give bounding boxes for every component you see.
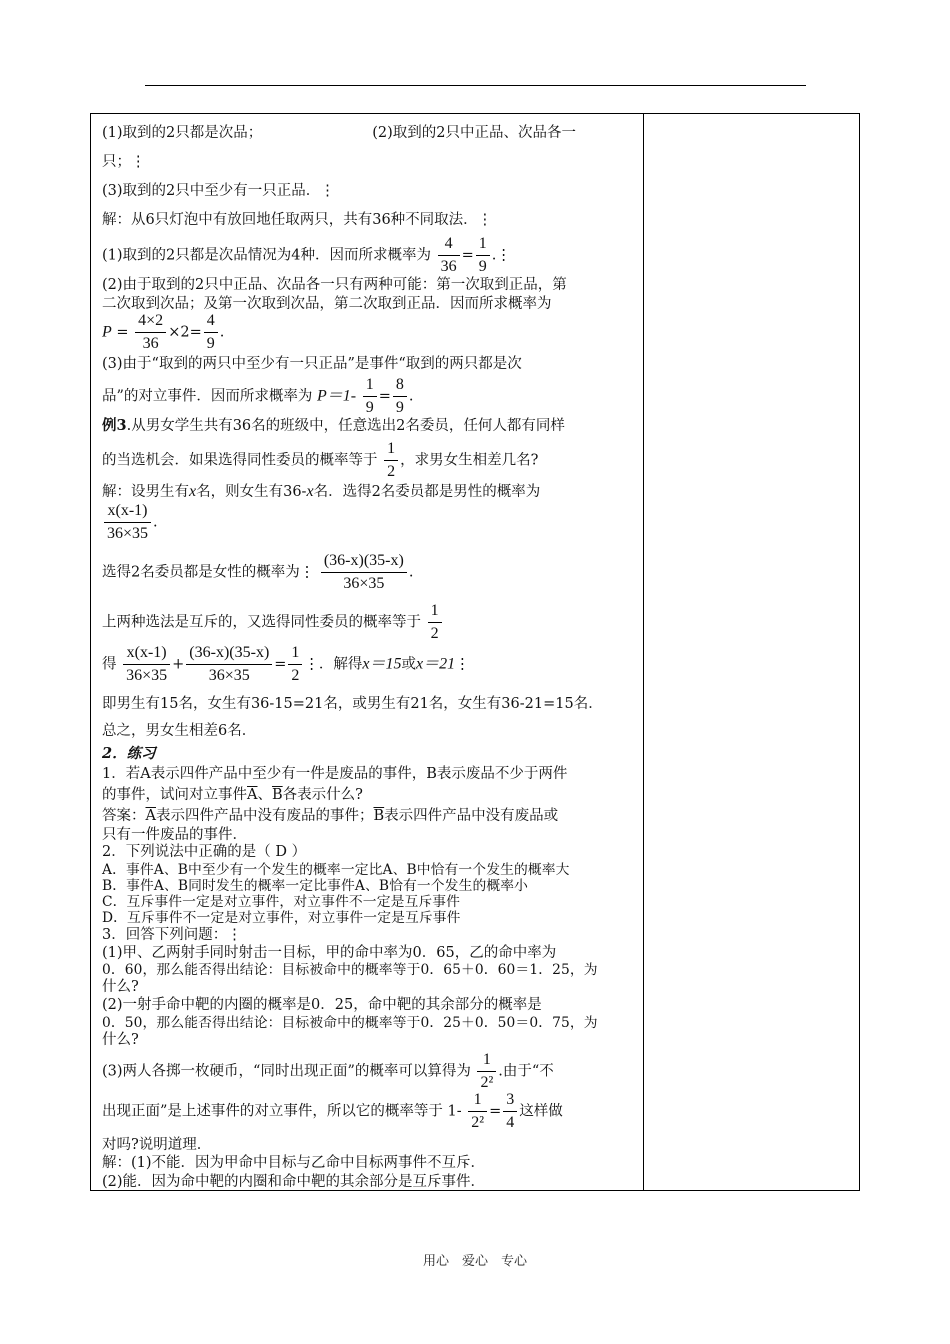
text: B．事件A、B同时发生的概率一定比事件A、B恰有一个发生的概率小 [102, 878, 529, 894]
line-38 [102, 1092, 563, 1131]
fraction: $\frac{(36-x)(35-x)}{36\times 35}$ [321, 553, 407, 592]
fraction: $\frac{8}{9}$ [393, 377, 407, 416]
line-33 [102, 978, 139, 996]
math-text: 36- [283, 484, 307, 500]
math-var: $\overline{A}$ [247, 787, 258, 803]
math-text: + [172, 656, 185, 673]
text: 得 [102, 656, 117, 673]
line-7 [102, 295, 552, 313]
text: .由于“不 [498, 1063, 554, 1080]
text: 二次取到次品；及第一次取到次品，第二次取到正品．因而所求概率为 [102, 296, 552, 312]
line-39 [102, 1136, 211, 1154]
text: 品”的对立事件．因而所求概率为 [102, 388, 313, 405]
math-var: P [102, 323, 112, 341]
fraction: $\frac{1}{2}$ [428, 603, 442, 642]
text: 1．若A表示四件产品中至少有一件是废品的事件，B表示废品不少于两件 [102, 766, 568, 782]
fraction: $\frac{4\times 2}{36}$ [135, 313, 166, 352]
text: (2)一射手命中靶的内圈的概率是0．25，命中靶的其余部分的概率是 [102, 997, 542, 1013]
text: (3)取到的2只中至少有一只正品．⋮ [102, 183, 335, 199]
line-41 [102, 1173, 485, 1191]
math-var: $\overline{B}$ [271, 787, 283, 803]
fraction: $\frac{3}{4}$ [503, 1092, 517, 1131]
line-6 [102, 276, 567, 294]
text: (1)甲、乙两射手同时射击一目标，甲的命中率为0．65，乙的命中率为 [102, 945, 557, 961]
text: 对吗?说明道理． [102, 1137, 212, 1153]
equals: = [189, 324, 202, 341]
text: 解：从6只灯泡中有放回地任取两只，共有36种不同取法．⋮ [102, 212, 493, 228]
text: 总之，男女生相差6名． [102, 723, 257, 739]
math-text: . [408, 388, 414, 405]
line-17 [102, 645, 470, 684]
section-heading: 2．练习 [102, 745, 156, 762]
text: 解：设男生有 [102, 484, 189, 500]
text: 什么? [102, 1032, 139, 1048]
line-16 [102, 603, 444, 642]
text: 只有一件废品的事件． [102, 827, 247, 843]
line-3 [102, 182, 335, 200]
text: 0．50，那么能否得出结论：目标被命中的概率等于0．25＋0．50＝0．75，为 [102, 1015, 598, 1031]
text: (2)由于取到的2只中正品、次品各一只有两种可能：第一次取到正品，第 [102, 277, 567, 293]
text: (1)取到的2只都是次品情况为4种．因而所求概率为 [102, 247, 431, 264]
line-31 [102, 944, 556, 962]
math-text: . [219, 324, 225, 341]
example-label: 例3 [102, 417, 127, 434]
equals: = [489, 1103, 502, 1120]
line-40 [102, 1154, 485, 1172]
line-12 [102, 441, 538, 480]
fraction: $\frac{x(x-1)}{36\times 35}$ [123, 645, 170, 684]
text: 0．60，那么能否得出结论：目标被命中的概率等于0．65＋0．60＝1．25，为 [102, 962, 598, 978]
line-2 [102, 153, 146, 171]
equals: = [378, 388, 391, 405]
text: 即男生有15名，女生有36-15=21名，或男生有21名，女生有36-21=15名． [102, 696, 603, 712]
text: 表示四件产品中没有废品的事件； [155, 808, 374, 824]
text: 、 [257, 787, 272, 803]
math-var: $\overline{B}$ [373, 808, 385, 824]
text: 3．回答下列问题：⋮ [102, 927, 242, 943]
text: 名．选得2名委员都是男性的概率为 [313, 484, 541, 500]
fraction: $\frac{1}{\text{2²}}$ [477, 1052, 496, 1091]
line-9 [102, 355, 522, 373]
math-text: ×2 [168, 324, 190, 341]
fraction: $\frac{x(x-1)}{36\times 35}$ [104, 503, 151, 542]
text: ⋮ [455, 656, 470, 673]
text: (1)取到的2只都是次品； [102, 125, 263, 141]
text: 表示四件产品中没有废品或 [384, 808, 559, 824]
text: A．事件A、B中至少有一个发生的概率一定比A、B中恰有一个发生的概率大 [102, 862, 570, 878]
fraction: $\frac{1}{2}$ [288, 645, 302, 684]
equals: = [116, 324, 129, 341]
page-footer: 用心 爱心 专心 [422, 1254, 527, 1269]
text: 只；⋮ [102, 154, 146, 170]
line-19 [102, 722, 256, 740]
text: 选得2名委员都是女性的概率为⋮ [102, 564, 315, 581]
text: 名，则女生有 [196, 484, 284, 500]
text: 这样做 [519, 1103, 563, 1120]
text: .从男女学生共有36名的班级中，任意选出2名委员，任何人都有同样 [126, 418, 565, 434]
fraction: $\frac{1}{9}$ [476, 236, 490, 275]
line-11 [102, 417, 565, 435]
line-24 [102, 826, 247, 844]
text: 答案： [102, 808, 146, 824]
text: 上两种选法是互斥的，又选得同性委员的概率等于 [102, 614, 421, 631]
equals: = [461, 247, 474, 264]
fraction: $\frac{1}{\text{2²}}$ [468, 1092, 487, 1131]
table-column-divider [643, 113, 644, 1191]
line-4 [102, 211, 492, 229]
line-37 [102, 1052, 554, 1091]
line-29 [102, 909, 461, 927]
math-var: x [189, 483, 197, 500]
math-text: P＝1- [317, 387, 357, 405]
line-13 [102, 483, 540, 501]
fraction: $\frac{4}{36}$ [438, 236, 460, 275]
text: ⋮．解得 [304, 656, 363, 673]
math-text: . [408, 564, 414, 581]
text: 或 [401, 656, 417, 673]
line-23 [102, 807, 558, 825]
equals: = [274, 656, 287, 673]
math-var: x [306, 483, 314, 500]
text: 出现正面”是上述事件的对立事件，所以它的概率等于 [102, 1103, 443, 1120]
text: 2．下列说法中正确的是（ D ） [102, 844, 307, 860]
line-21 [102, 765, 567, 783]
line-15 [102, 553, 413, 592]
line-20 [102, 745, 156, 763]
text: 各表示什么? [282, 787, 363, 803]
text: 什么? [102, 979, 139, 995]
text: (3)两人各掷一枚硬币，“同时出现正面”的概率可以算得为 [102, 1063, 471, 1080]
text: (2)能．因为命中靶的内圈和命中靶的其余部分是互斥事件． [102, 1174, 486, 1190]
fraction: $\frac{1}{9}$ [363, 377, 377, 416]
text: 的事件，试问对立事件 [102, 787, 247, 803]
text: (2)取到的2只中正品、次品各一 [372, 125, 577, 141]
line-1 [102, 124, 576, 142]
math-text: 1- [447, 1103, 462, 1120]
math-text: . [153, 514, 158, 531]
line-8 [102, 313, 224, 352]
text: 解：(1)不能．因为甲命中目标与乙命中目标两事件不互斥． [102, 1155, 486, 1171]
math-text: x＝15 [362, 655, 402, 673]
text: 的当选机会．如果选得同性委员的概率等于 [102, 452, 378, 469]
text: ，求男女生相差几名? [400, 452, 539, 469]
fraction: $\frac{1}{2}$ [384, 441, 398, 480]
math-text: x＝21 [416, 655, 456, 673]
text: C．互斥事件一定是对立事件，对立事件不一定是互斥事件 [102, 894, 461, 910]
header-rule [145, 85, 806, 86]
line-10 [102, 377, 414, 416]
line-30 [102, 926, 242, 944]
text: D．互斥事件不一定是对立事件，对立事件一定是互斥事件 [102, 910, 461, 926]
line-14 [102, 503, 158, 542]
line-18 [102, 695, 603, 713]
line-22 [102, 786, 363, 804]
line-34 [102, 996, 542, 1014]
line-35 [102, 1014, 598, 1032]
text: (3)由于“取到的两只中至少有一只正品”是事件“取到的两只都是次 [102, 356, 522, 372]
math-var: $\overline{A}$ [145, 808, 156, 824]
text: .⋮ [491, 247, 511, 264]
line-32 [102, 961, 598, 979]
line-36 [102, 1031, 139, 1049]
line-25 [102, 843, 306, 861]
fraction: $\frac{4}{9}$ [204, 313, 218, 352]
line-5 [102, 236, 511, 275]
fraction: $\frac{(36-x)(35-x)}{36\times 35}$ [186, 645, 272, 684]
